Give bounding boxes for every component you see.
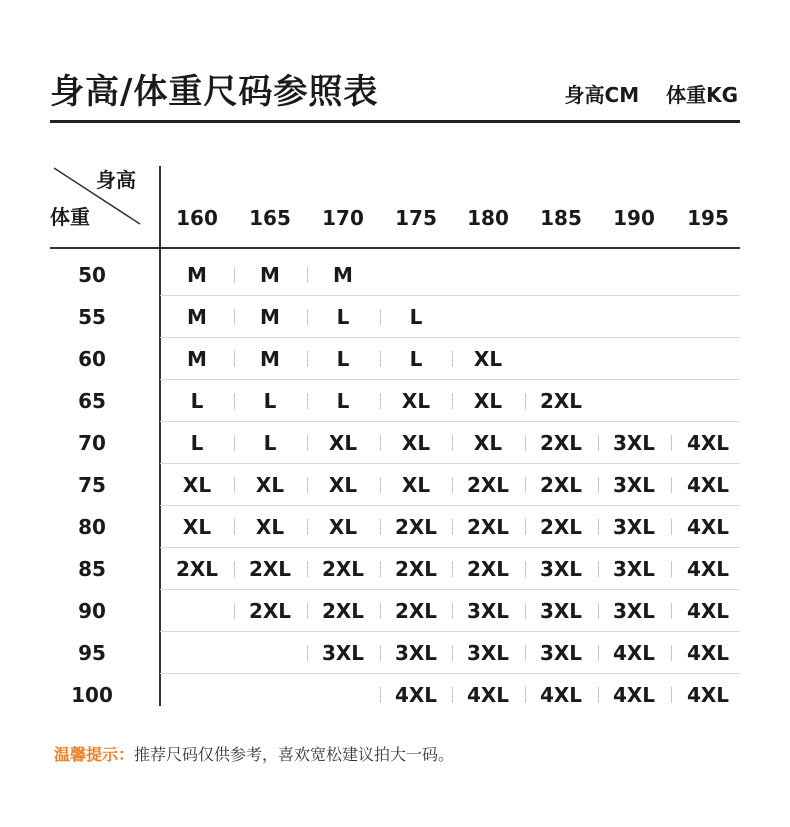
cell-separator (307, 435, 308, 451)
tip-text: 推荐尺码仅供参考，喜欢宽松建议拍大一码。 (134, 745, 455, 764)
size-cell: 3XL (539, 599, 583, 623)
size-cell: 4XL (539, 683, 583, 707)
cell-separator (525, 435, 526, 451)
unit-legend (565, 80, 738, 110)
size-cell: 2XL (321, 599, 365, 623)
size-cell: XL (328, 431, 358, 455)
size-cell: XL (401, 473, 431, 497)
size-cell: XL (473, 431, 503, 455)
size-cell: 2XL (394, 557, 438, 581)
size-cell: L (263, 389, 277, 413)
height-header: 180 (467, 206, 509, 230)
size-cell: 2XL (539, 431, 583, 455)
cell-separator (452, 393, 453, 409)
cell-separator (671, 687, 672, 703)
size-cell: 3XL (539, 557, 583, 581)
height-header: 195 (687, 206, 729, 230)
cell-separator (380, 435, 381, 451)
size-cell: XL (182, 515, 212, 539)
row-divider (160, 421, 740, 422)
size-cell: XL (255, 515, 285, 539)
size-cell: 3XL (321, 641, 365, 665)
cell-separator (671, 603, 672, 619)
cell-separator (307, 477, 308, 493)
cell-separator (380, 393, 381, 409)
cell-separator (525, 393, 526, 409)
cell-separator (525, 561, 526, 577)
size-cell: XL (401, 431, 431, 455)
size-cell: XL (328, 473, 358, 497)
size-cell: M (333, 263, 353, 287)
size-cell: 2XL (248, 557, 292, 581)
cell-separator (671, 561, 672, 577)
weight-label: 95 (78, 641, 106, 665)
size-cell: XL (473, 347, 503, 371)
size-cell: L (336, 389, 350, 413)
size-cell: M (260, 263, 280, 287)
cell-separator (234, 519, 235, 535)
cell-separator (307, 519, 308, 535)
cell-separator (598, 519, 599, 535)
row-divider (160, 337, 740, 338)
cell-separator (671, 477, 672, 493)
size-cell: M (187, 305, 207, 329)
cell-separator (671, 435, 672, 451)
cell-separator (598, 687, 599, 703)
cell-separator (307, 351, 308, 367)
size-cell: XL (328, 515, 358, 539)
size-cell: L (190, 389, 204, 413)
size-cell: 2XL (466, 473, 510, 497)
size-cell: 2XL (248, 599, 292, 623)
cell-separator (452, 603, 453, 619)
size-cell: L (336, 347, 350, 371)
cell-separator (380, 519, 381, 535)
cell-separator (307, 603, 308, 619)
size-cell: 2XL (539, 515, 583, 539)
header-row-divider (50, 247, 740, 249)
cell-separator (598, 435, 599, 451)
weight-label: 55 (78, 305, 106, 329)
cell-separator (452, 645, 453, 661)
size-cell: L (336, 305, 350, 329)
size-cell: 2XL (466, 557, 510, 581)
cell-separator (234, 561, 235, 577)
weight-label: 50 (78, 263, 106, 287)
cell-separator (452, 477, 453, 493)
size-cell: XL (401, 389, 431, 413)
size-cell: 4XL (686, 557, 730, 581)
cell-separator (234, 351, 235, 367)
cell-separator (598, 561, 599, 577)
title-divider (50, 120, 740, 123)
cell-separator (380, 477, 381, 493)
cell-separator (307, 309, 308, 325)
size-cell: 2XL (539, 389, 583, 413)
size-cell: L (409, 305, 423, 329)
row-divider (160, 463, 740, 464)
cell-separator (452, 351, 453, 367)
row-divider (160, 673, 740, 674)
size-cell: 4XL (686, 641, 730, 665)
size-cell: 2XL (394, 515, 438, 539)
cell-separator (525, 687, 526, 703)
size-cell: L (190, 431, 204, 455)
size-cell: 2XL (539, 473, 583, 497)
weight-label: 85 (78, 557, 106, 581)
weight-label: 60 (78, 347, 106, 371)
cell-separator (307, 561, 308, 577)
cell-separator (234, 267, 235, 283)
cell-separator (234, 477, 235, 493)
cell-separator (380, 687, 381, 703)
cell-separator (380, 351, 381, 367)
size-cell: 3XL (466, 599, 510, 623)
size-cell: 4XL (394, 683, 438, 707)
size-cell: 3XL (612, 557, 656, 581)
cell-separator (380, 603, 381, 619)
cell-separator (598, 645, 599, 661)
cell-separator (598, 477, 599, 493)
height-header: 190 (613, 206, 655, 230)
cell-separator (307, 645, 308, 661)
row-divider (160, 547, 740, 548)
weight-label: 100 (71, 683, 113, 707)
cell-separator (234, 393, 235, 409)
size-cell: 4XL (612, 683, 656, 707)
size-cell: 4XL (686, 599, 730, 623)
cell-separator (307, 393, 308, 409)
size-tip (54, 742, 454, 768)
unit-height: 身高CM (564, 83, 640, 107)
cell-separator (380, 645, 381, 661)
page-title: 身高/体重尺码参照表 (50, 72, 379, 112)
size-cell: M (260, 347, 280, 371)
height-header: 170 (322, 206, 364, 230)
height-header: 185 (540, 206, 582, 230)
row-divider (160, 379, 740, 380)
height-header: 175 (395, 206, 437, 230)
cell-separator (598, 603, 599, 619)
size-cell: 4XL (686, 473, 730, 497)
cell-separator (525, 477, 526, 493)
size-cell: 3XL (612, 599, 656, 623)
size-cell: 2XL (321, 557, 365, 581)
size-cell: 2XL (394, 599, 438, 623)
size-cell: 2XL (466, 515, 510, 539)
cell-separator (452, 435, 453, 451)
cell-separator (307, 267, 308, 283)
cell-separator (380, 561, 381, 577)
cell-separator (234, 603, 235, 619)
size-cell: 3XL (466, 641, 510, 665)
size-cell: 3XL (612, 473, 656, 497)
row-divider (160, 589, 740, 590)
size-cell: 4XL (686, 515, 730, 539)
size-cell: 3XL (539, 641, 583, 665)
size-cell: L (263, 431, 277, 455)
unit-weight: 体重KG (666, 83, 738, 107)
weight-label: 80 (78, 515, 106, 539)
cell-separator (234, 435, 235, 451)
row-divider (160, 505, 740, 506)
cell-separator (234, 309, 235, 325)
cell-separator (525, 519, 526, 535)
size-cell: 4XL (686, 431, 730, 455)
size-cell: 4XL (612, 641, 656, 665)
corner-label-weight: 体重 (50, 205, 90, 229)
weight-label: 75 (78, 473, 106, 497)
weight-label: 70 (78, 431, 106, 455)
cell-separator (525, 603, 526, 619)
row-divider (160, 631, 740, 632)
size-cell: 2XL (175, 557, 219, 581)
size-cell: M (260, 305, 280, 329)
height-header: 160 (176, 206, 218, 230)
tip-label: 温馨提示： (54, 745, 135, 764)
cell-separator (452, 687, 453, 703)
cell-separator (525, 645, 526, 661)
size-cell: XL (255, 473, 285, 497)
size-cell: M (187, 263, 207, 287)
cell-separator (671, 519, 672, 535)
cell-separator (452, 561, 453, 577)
cell-separator (452, 519, 453, 535)
cell-separator (671, 645, 672, 661)
row-divider (160, 295, 740, 296)
size-cell: M (187, 347, 207, 371)
size-cell: XL (182, 473, 212, 497)
weight-label: 90 (78, 599, 106, 623)
size-cell: 3XL (612, 515, 656, 539)
size-cell: 4XL (466, 683, 510, 707)
cell-separator (380, 309, 381, 325)
size-cell: 4XL (686, 683, 730, 707)
height-header: 165 (249, 206, 291, 230)
size-cell: 3XL (394, 641, 438, 665)
size-cell: L (409, 347, 423, 371)
corner-label-height: 身高 (96, 168, 136, 192)
weight-label: 65 (78, 389, 106, 413)
size-cell: 3XL (612, 431, 656, 455)
size-cell: XL (473, 389, 503, 413)
